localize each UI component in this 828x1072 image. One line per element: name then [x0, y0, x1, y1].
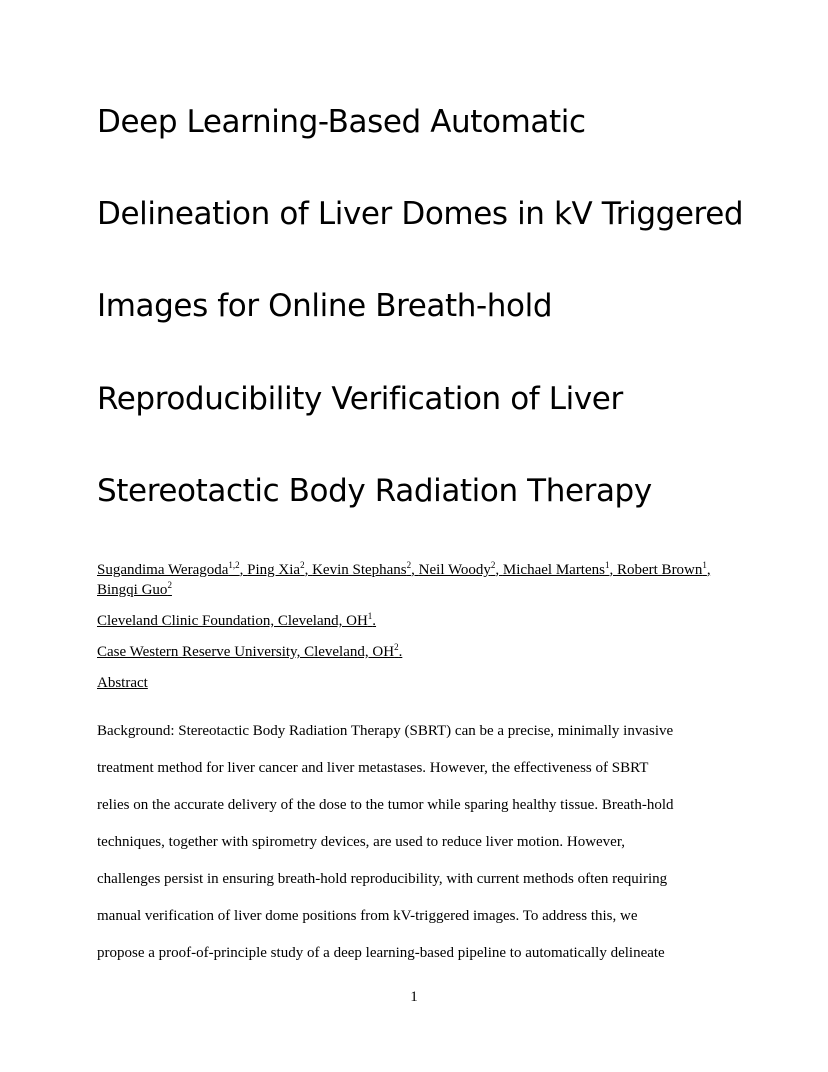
abstract-line-7: propose a proof-of-principle study of a deep learning-based pipeline to automatically delineate	[97, 945, 665, 961]
affiliation-mark: 1	[367, 611, 373, 621]
author-affiliation-mark: 1	[604, 560, 610, 570]
abstract-line-5: challenges persist in ensuring breath-hold reproducibility, with current methods often requiring	[97, 871, 668, 887]
author-affiliation-mark: 1,2	[228, 560, 240, 570]
affiliation-end: .	[372, 613, 377, 629]
author-affiliation-mark: 2	[406, 560, 412, 570]
author-affiliation-mark: 1	[702, 560, 707, 570]
author-list	[97, 560, 727, 600]
title-line-1: Deep Learning-Based Automatic	[97, 104, 586, 140]
affiliation-1	[97, 611, 376, 631]
abstract-line-2: treatment method for liver cancer and liver metastases. However, the effectiveness of SBRT	[97, 760, 649, 776]
author-separator: ,	[304, 562, 313, 578]
author-separator: ,	[411, 562, 419, 578]
abstract-heading: Abstract	[97, 675, 148, 691]
affiliation-text: Case Western Reserve University, Cleveland, OH	[97, 644, 395, 660]
abstract-line-1: Background: Stereotactic Body Radiation Therapy (SBRT) can be a precise, minimally invasive	[97, 723, 674, 739]
abstract-line-3: relies on the accurate delivery of the dose to the tumor while sparing healthy tissue. Breath-hold	[97, 797, 674, 813]
title-line-4: Reproducibility Verification of Liver	[97, 381, 623, 417]
author-separator: ,	[706, 562, 711, 578]
title-line-5: Stereotactic Body Radiation Therapy	[97, 473, 652, 509]
affiliation-text: Cleveland Clinic Foundation, Cleveland, OH	[97, 613, 368, 629]
affiliation-end: .	[398, 644, 403, 660]
affiliation-2	[97, 642, 402, 662]
title-line-3: Images for Online Breath-hold	[97, 288, 553, 324]
author-affiliation-mark: 2	[490, 560, 496, 570]
abstract-line-6: manual verification of liver dome positions from kV-triggered images. To address this, we	[97, 908, 638, 924]
author-separator: ,	[609, 562, 617, 578]
author-name: Neil Woody	[418, 562, 491, 578]
author-name: Sugandima Weragoda	[97, 562, 229, 578]
affiliation-mark: 2	[394, 642, 399, 652]
author-affiliation-mark: 2	[167, 580, 172, 590]
author-name: Michael Martens	[502, 562, 605, 578]
author-separator: ,	[495, 562, 503, 578]
page-number: 1	[410, 989, 418, 1005]
author-affiliation-mark: 2	[300, 560, 305, 570]
author-name: Robert Brown	[616, 562, 703, 578]
abstract-line-4: techniques, together with spirometry devices, are used to reduce liver motion. However,	[97, 834, 625, 850]
title-line-2: Delineation of Liver Domes in kV Triggered	[97, 196, 744, 232]
author-name: Kevin Stephans	[312, 562, 407, 578]
author-name: Bingqi Guo	[97, 582, 168, 598]
author-separator: ,	[239, 562, 248, 578]
author-name: Ping Xia	[247, 562, 301, 578]
